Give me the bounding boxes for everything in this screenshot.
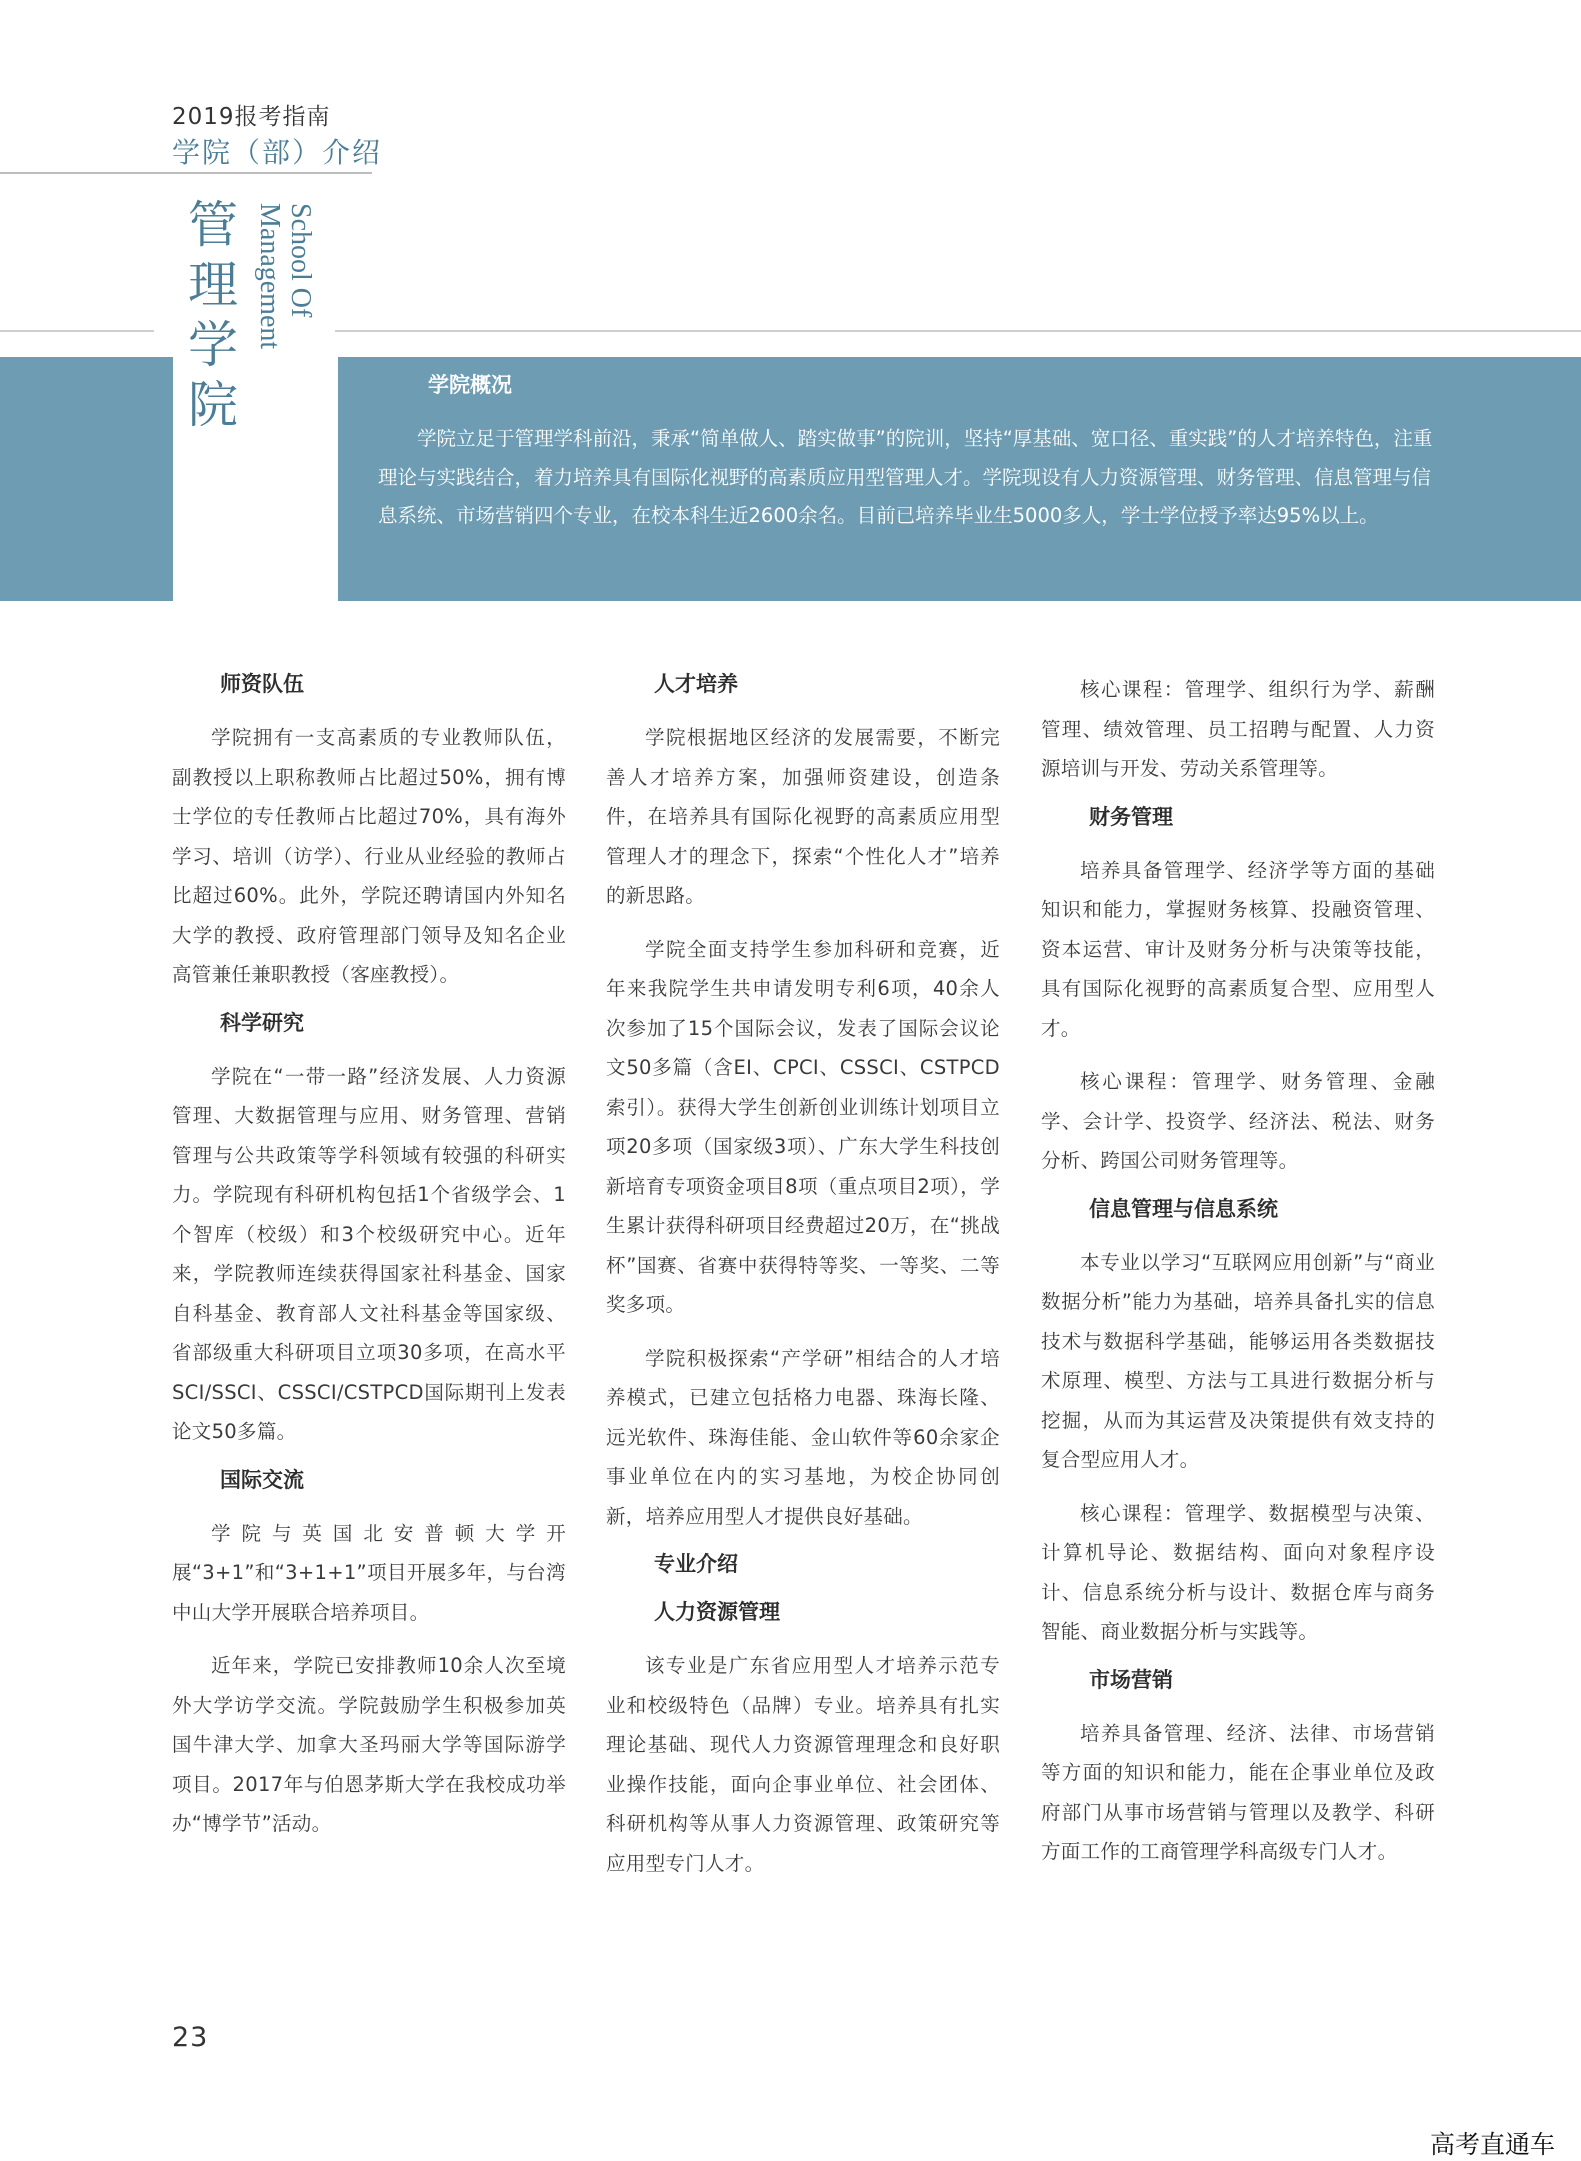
column-1 [172, 670, 566, 1858]
header-rule [0, 172, 372, 174]
body-paragraph: 学院在“一带一路”经济发展、人力资源管理、大数据管理与应用、财务管理、营销管理与公共政策等学科领域有较强的科研实力。学院现有科研机构包括1个省级学会、1个智库（校级）和3个校级研究中心。近年来，学院教师连续获得国家社科基金、国家自科基金、教育部人文社科基金等国家级、省部级重大科研项目立项30多项，在高水平SCI/SSCI、CSSCI/CSTPCD国际期刊上发表论文50多篇。 [172, 1064, 566, 1443]
column-2 [606, 670, 1000, 1897]
school-name-en-line: School Of [285, 203, 316, 318]
section-heading: 人力资源管理 [654, 1600, 780, 1624]
section-heading: 师资队伍 [220, 672, 304, 696]
section-heading: 市场营销 [1089, 1667, 1173, 1692]
column-3 [1041, 670, 1435, 1886]
page-number: 23 [172, 2022, 209, 2053]
body-paragraph: 该专业是广东省应用型人才培养示范专业和校级特色（品牌）专业。培养具有扎实理论基础、现代人力资源管理理念和良好职业操作技能，面向企事业单位、社会团体、科研机构等从事人力资源管理、政策研究等应用型专门人才。 [606, 1654, 1000, 1875]
section-heading: 国际交流 [220, 1467, 304, 1492]
divider-rule [335, 330, 1581, 332]
band-left [0, 357, 173, 601]
body-paragraph: 学院拥有一支高素质的专业教师队伍，副教授以上职称教师占比超过50%，拥有博士学位的专任教师占比超过70%，具有海外学习、培训（访学）、行业从业经验的教师占比超过60%。此外，学院还聘请国内外知名大学的教授、政府管理部门领导及知名企业高管兼任兼职教授（客座教授）。 [172, 726, 566, 986]
section-heading: 人才培养 [654, 672, 738, 696]
body-paragraph: 学院与英国北安普顿大学开展“3+1”和“3+1+1”项目开展多年，与台湾中山大学开展联合培养项目。 [172, 1521, 566, 1624]
section-heading: 专业介绍 [654, 1552, 738, 1576]
overview-band [338, 357, 1581, 601]
school-name-char: 理 [188, 256, 238, 314]
guide-label: 2019报考指南 [172, 104, 331, 130]
section-heading: 信息管理与信息系统 [1089, 1196, 1278, 1221]
watermark: 高考直通车 [1429, 2130, 1555, 2159]
body-paragraph: 本专业以学习“互联网应用创新”与“商业数据分析”能力为基础，培养具备扎实的信息技术与数据科学基础，能够运用各类数据技术原理、模型、方法与工具进行数据分析与挖掘，从而为其运营及决策提供有效支持的复合型应用人才。 [1041, 1250, 1435, 1471]
body-paragraph: 核心课程：管理学、组织行为学、薪酬管理、绩效管理、员工招聘与配置、人力资源培训与开发、劳动关系管理等。 [1041, 678, 1435, 780]
body-paragraph: 学院全面支持学生参加科研和竞赛，近年来我院学生共申请发明专利6项，40余人次参加了15个国际会议，发表了国际会议论文50多篇（含EI、CPCI、CSSCI、CSTPCD索引）。获得大学生创新创业训练计划项目立项20多项（国家级3项）、广东大学生科技创新培育专项资金项目8项（重点项目2项），学生累计获得科研项目经费超过20万，在“挑战杯”国赛、省赛中获得特等奖、一等奖、二等奖多项。 [606, 937, 1000, 1316]
body-paragraph: 培养具备管理、经济、法律、市场营销等方面的知识和能力，能在企事业单位及政府部门从事市场营销与管理以及教学、科研方面工作的工商管理学科高级专门人才。 [1041, 1721, 1435, 1863]
school-name-en-line: Management [254, 203, 285, 350]
section-heading: 科学研究 [220, 1010, 304, 1035]
school-name-cn [185, 195, 241, 435]
school-name-char: 管 [188, 196, 238, 254]
body-paragraph: 核心课程：管理学、数据模型与决策、计算机导论、数据结构、面向对象程序设计、信息系统分析与设计、数据仓库与商务智能、商业数据分析与实践等。 [1041, 1501, 1435, 1643]
body-paragraph: 学院根据地区经济的发展需要，不断完善人才培养方案，加强师资建设，创造条件，在培养具有国际化视野的高素质应用型管理人才的理念下，探索“个性化人才”培养的新思路。 [606, 726, 1000, 907]
body-paragraph: 学院积极探索“产学研”相结合的人才培养模式，已建立包括格力电器、珠海长隆、远光软件、珠海佳能、金山软件等60余家企事业单位在内的实习基地，为校企协同创新，培养应用型人才提供良好基础。 [606, 1346, 1000, 1528]
school-name-char: 院 [188, 376, 238, 434]
bracket-rule [0, 330, 154, 332]
section-heading: 财务管理 [1089, 804, 1173, 829]
school-name-char: 学 [188, 316, 238, 374]
body-paragraph: 培养具备管理学、经济学等方面的基础知识和能力，掌握财务核算、投融资管理、资本运营、审计及财务分析与决策等技能，具有国际化视野的高素质复合型、应用型人才。 [1041, 858, 1435, 1040]
body-paragraph: 近年来，学院已安排教师10余人次至境外大学访学交流。学院鼓励学生积极参加英国牛津大学、加拿大圣玛丽大学等国际游学项目。2017年与伯恩茅斯大学在我校成功举办“博学节”活动。 [172, 1654, 566, 1835]
school-name-en [254, 203, 316, 403]
section-label: 学院（部）介绍 [172, 136, 383, 169]
body-paragraph: 核心课程：管理学、财务管理、金融学、会计学、投资学、经济法、税法、财务分析、跨国公司财务管理等。 [1041, 1070, 1435, 1172]
overview-text: 学院立足于管理学科前沿，秉承“简单做人、踏实做事”的院训，坚持“厚基础、宽口径、重实践”的人才培养特色，注重理论与实践结合，着力培养具有国际化视野的高素质应用型管理人才。学院现设有人力资源管理、财务管理、信息管理与信息系统、市场营销四个专业，在校本科生近2600余名。目前已培养毕业生5000多人，学士学位授予率达95%以上。 [378, 427, 1433, 527]
overview-title: 学院概况 [428, 373, 512, 397]
